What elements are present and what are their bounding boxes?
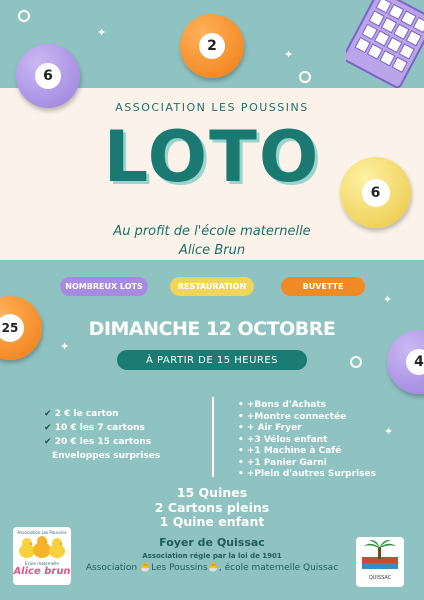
legal-notice: Association régie par la loi de 1901	[142, 552, 282, 560]
check-icon: ✔	[44, 437, 52, 447]
event-time: À PARTIR DE 15 HEURES	[117, 350, 307, 370]
subtitle-line2: Alice Brun	[178, 243, 246, 258]
chicks-icon	[13, 535, 71, 561]
price-list	[44, 407, 160, 463]
extras-item: • + Air Fryer	[238, 423, 302, 433]
price-item: ✔ 2 € le carton	[44, 409, 119, 419]
check-icon: ✔	[44, 409, 52, 419]
venue: Foyer de Quissac	[159, 536, 265, 549]
ring-decoration	[350, 356, 362, 368]
quissac-logo	[356, 537, 404, 587]
logo-subtitle: Ecole maternelle	[25, 561, 59, 566]
price-item: Enveloppes surprises	[52, 451, 161, 461]
extras-item: • +Montre connectée	[238, 411, 347, 422]
palm-tree-icon	[356, 537, 404, 575]
page-title: LOTO	[103, 116, 321, 198]
ball-number: 6	[362, 179, 390, 207]
bingo-ball-purple-left	[16, 44, 80, 108]
pill-nombreux-lots: NOMBREUX LOTS	[60, 277, 148, 296]
pill-restauration: RESTAURATION	[170, 277, 254, 296]
extras-item: • +Bons d'Achats	[238, 400, 327, 410]
price-item: ✔ 20 € les 15 cartons	[44, 437, 152, 447]
ball-number: 6	[35, 63, 61, 89]
ball-number: 2	[199, 33, 225, 59]
extras-item: • +3 Vélos enfant	[238, 434, 328, 445]
divider	[212, 397, 214, 477]
extras-list	[238, 400, 376, 481]
ring-decoration	[18, 10, 30, 22]
prizes	[0, 486, 424, 530]
signature: Association 🐣Les Poussins🐣, école maternelle Quissac	[85, 563, 339, 573]
ball-number: 4	[406, 349, 424, 375]
ring-decoration	[299, 71, 311, 83]
sparkle-icon: ✦	[97, 26, 107, 39]
check-icon: ✔	[44, 423, 52, 433]
sparkle-icon: ✦	[383, 293, 393, 306]
extras-item: • +1 Panier Garni	[238, 457, 327, 468]
bingo-card-icon	[346, 0, 424, 88]
logo-name: Alice brun	[13, 566, 71, 577]
sparkle-icon: ✦	[284, 48, 294, 61]
association-name: ASSOCIATION LES POUSSINS	[115, 101, 309, 114]
alice-brun-logo	[13, 527, 71, 585]
ball-number: 25	[0, 314, 24, 342]
logo-association: Association Les Poussins	[17, 530, 67, 535]
sparkle-icon: ✦	[384, 425, 394, 438]
event-date: DIMANCHE 12 OCTOBRE	[88, 318, 336, 340]
extras-item: • +1 Machine à Café	[238, 446, 342, 456]
prize-line: 15 Quines	[176, 485, 248, 500]
pill-buvette: BUVETTE	[281, 277, 365, 296]
price-item: ✔ 10 € les 7 cartons	[44, 423, 145, 433]
bingo-ball-orange-top	[180, 14, 244, 78]
prize-line: 2 Cartons pleins	[154, 499, 270, 515]
logo-town: QUISSAC	[368, 575, 392, 581]
prize-line: 1 Quine enfant	[159, 514, 265, 529]
extras-item: • +Plein d'autres Surprises	[238, 469, 376, 479]
subtitle-line1: Au profit de l'école maternelle	[113, 224, 311, 239]
sparkle-icon: ✦	[60, 340, 70, 353]
subtitle	[0, 222, 424, 260]
